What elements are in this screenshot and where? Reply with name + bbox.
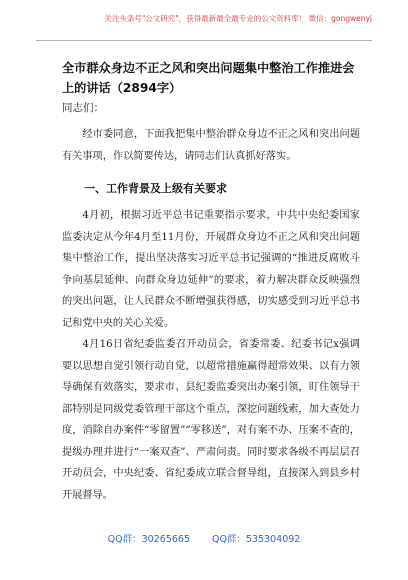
- qq-group-1: QQ群：30265665: [107, 534, 190, 545]
- greeting: 同志们：: [62, 102, 104, 114]
- header-banner: 关注头条号"公文研究"，获得最新最全最专业的公文资料库！ 微信：gongwenyj: [104, 14, 372, 23]
- page-header: [36, 0, 372, 41]
- document-body: [62, 52, 360, 506]
- paragraph-background: 4月初，根据习近平总书记重要指示要求，中共中央纪委国家监委决定从今年4月至11月份，开展群众身边不正之风和突出问题集中整治工作，提出坚决落实习近平总书记强调的“推进反腐败斗争向基层延伸、向群众身边延伸”的要求，着力解决群众反映强烈的突出问题，让人民群众不断增强获得感，切实感受到习近平总书记和党中央的关心关爱。: [62, 210, 360, 329]
- paragraph-requirements: 4月16日省纪委监委召开动员会，省委常委、纪委书记x强调要以思想自觉引领行动自觉，以超常措施赢得超常效果、以有力领导确保有效落实，要求市、县纪委监委突出办案引领，盯住领导干部特别是同级党委管理干部这个重点，深挖问题线索，加大查处力度，消除自办案件“零留置”“零移送”，对有案不办、压案不查的，提级办理并进行“一案双查”、严肃问责。同时要求各级不再层层召开动员会，中央纪委、省纪委成立联合督导组，直接深入到县乡村开展督导。: [62, 339, 360, 501]
- section-heading: 一、工作背景及上级有关要求: [84, 182, 227, 195]
- document-title: 全市群众身边不正之风和突出问题集中整治工作推进会上的讲话（2894字）: [62, 61, 355, 95]
- qq-group-2: QQ群：535304092: [211, 534, 301, 545]
- page-footer: [0, 531, 408, 545]
- paragraph-intro: 经市委同意，下面我把集中整治群众身边不正之风和突出问题有关事项，作以简要传达，请同志们认真抓好落实。: [62, 129, 360, 162]
